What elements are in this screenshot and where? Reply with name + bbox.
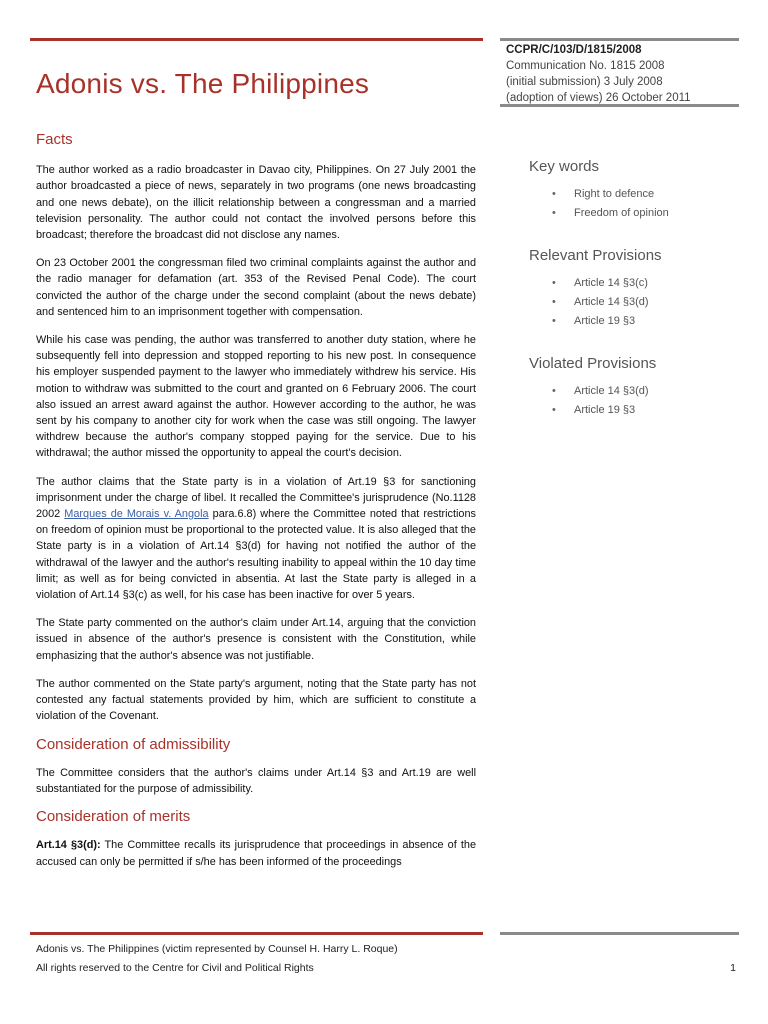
list-item bbox=[529, 401, 749, 420]
merits-paragraph bbox=[36, 837, 476, 869]
keyword-label: Freedom of opinion bbox=[574, 207, 669, 219]
merits-article-label: Art.14 §3(d): bbox=[36, 839, 101, 852]
document-title: Adonis vs. The Philippines bbox=[36, 68, 370, 99]
claims-text: para.6.8) where the Committee noted that restrictions on freedom of opinion must be proportional to the protected value. It is also alleged that the State party is in a violation of Art.14 §3(d) for having not notified the author of the withdrawal of the lawyer and the author's resulting inability to appeal within the 10 day time limit; as well as for being convicted in absentia. At last the State party is alleged in a violation of Art.14 §3(c) as well, for his case has been inactive for over 5 years. bbox=[36, 508, 476, 602]
violated-provisions-heading: Violated Provisions bbox=[529, 355, 657, 372]
keywords-heading: Key words bbox=[529, 158, 600, 175]
provision-label: Article 14 §3(d) bbox=[574, 385, 649, 397]
page-footer bbox=[36, 940, 736, 978]
relevant-provisions-heading: Relevant Provisions bbox=[529, 247, 662, 264]
metadata-rule bbox=[500, 104, 739, 107]
facts-paragraph: While his case was pending, the author was transferred to another duty station, where he subsequently fell into depression and stopped reporting to his new post. In consequence his employer suspended payment to the lawyer who immediately withdrew his service. His motion to withdraw was submitted to the court and granted on 6 February 2006. The court also issued an arrest award against the author. However according to the author, he was sent by his company to another city for work when the case was still ongoing. The lawyer withdrew because the author's company stopped paying for the service. Due to his withdrawal; the author missed the opportunity to appeal the court's decision. bbox=[36, 334, 476, 460]
document-metadata bbox=[506, 42, 746, 106]
list-item bbox=[529, 293, 749, 312]
facts-paragraph bbox=[36, 474, 476, 604]
initial-submission-date: (initial submission) 3 July 2008 bbox=[506, 76, 663, 88]
provision-label: Article 19 §3 bbox=[574, 315, 636, 327]
footer-rights-line: All rights reserved to the Centre for Civil and Political Rights bbox=[36, 962, 314, 974]
relevant-provisions-list bbox=[529, 274, 749, 331]
keyword-label: Right to defence bbox=[574, 188, 655, 200]
keywords-list bbox=[529, 185, 749, 223]
bullet-icon: • bbox=[552, 296, 556, 308]
provision-label: Article 14 §3(c) bbox=[574, 277, 648, 289]
document-reference: CCPR/C/103/D/1815/2008 bbox=[506, 44, 642, 56]
provision-label: Article 14 §3(d) bbox=[574, 296, 649, 308]
footer-rule-right bbox=[500, 932, 739, 935]
communication-number: Communication No. 1815 2008 bbox=[506, 60, 665, 72]
page-number: 1 bbox=[730, 962, 736, 974]
header-rule-right bbox=[500, 38, 739, 41]
bullet-icon: • bbox=[552, 207, 556, 219]
list-item bbox=[529, 185, 749, 204]
list-item bbox=[529, 274, 749, 293]
violated-provisions-list bbox=[529, 382, 749, 420]
facts-paragraph: On 23 October 2001 the congressman filed two criminal complaints against the author and the radio manager for defamation (art. 353 of the Revised Penal Code). The court convicted the author of the charge under the second complaint (about the news debate) and sentenced him to an imprisonment together with compensation. bbox=[36, 257, 476, 318]
list-item bbox=[529, 312, 749, 331]
list-item bbox=[529, 204, 749, 223]
facts-heading: Facts bbox=[36, 131, 73, 148]
main-content bbox=[36, 132, 476, 882]
provision-label: Article 19 §3 bbox=[574, 404, 636, 416]
admissibility-heading: Consideration of admissibility bbox=[36, 735, 231, 753]
adoption-date: (adoption of views) 26 October 2011 bbox=[506, 92, 691, 104]
bullet-icon: • bbox=[552, 188, 556, 200]
case-link-marques-de-morais[interactable]: Marques de Morais v. Angola bbox=[64, 508, 209, 521]
bullet-icon: • bbox=[552, 315, 556, 327]
facts-paragraph: The author worked as a radio broadcaster in Davao city, Philippines. On 27 July 2001 the author broadcasted a piece of news, separately in two programs (one news broadcasting and one news debate), on the illicit relationship between a congressman and a married television personality. The author could not contact the involved persons before this broadcast; therefore the broadcast did not disclose any names. bbox=[36, 164, 476, 242]
list-item bbox=[529, 382, 749, 401]
sidebar bbox=[529, 158, 749, 444]
bullet-icon: • bbox=[552, 385, 556, 397]
merits-heading: Consideration of merits bbox=[36, 808, 191, 826]
facts-paragraph: The State party commented on the author's claim under Art.14, arguing that the conviction issued in absence of the author's presence is consistent with the Constitution, while emphasizing that the author's absence was not justifiable. bbox=[36, 617, 476, 662]
admissibility-paragraph: The Committee considers that the author's claims under Art.14 §3 and Art.19 are well substantiated for the purpose of admissibility. bbox=[36, 766, 476, 795]
bullet-icon: • bbox=[552, 404, 556, 416]
merits-text: The Committee recalls its jurisprudence that proceedings in absence of the accused can only be permitted if s/he has been informed of the proceedings bbox=[36, 839, 477, 868]
footer-case-line: Adonis vs. The Philippines (victim represented by Counsel H. Harry L. Roque) bbox=[36, 943, 398, 955]
bullet-icon: • bbox=[552, 277, 556, 289]
footer-rule-left bbox=[30, 932, 483, 935]
facts-paragraph: The author commented on the State party's argument, noting that the State party has not contested any factual statements provided by him, which are sufficient to constitute a violation of the Covenant. bbox=[36, 677, 476, 723]
claims-text: The author claims that the State party is in a violation of Art.19 §3 for sanctioning imprisonment under the charge of libel. It recalled the Committee's jurisprudence (No.1128 2002 bbox=[36, 475, 476, 521]
header-rule-left bbox=[30, 38, 483, 41]
